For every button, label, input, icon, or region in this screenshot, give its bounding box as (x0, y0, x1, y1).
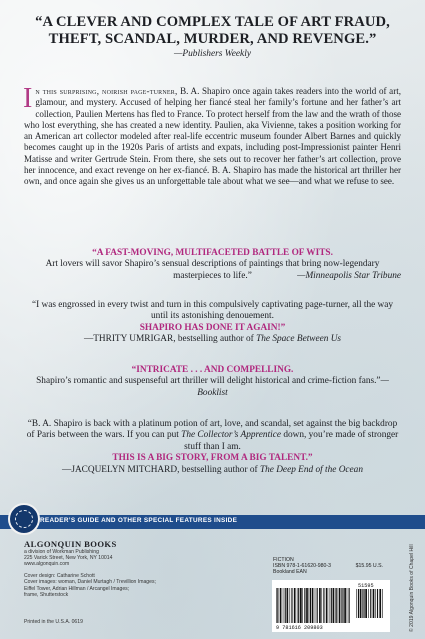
book-description (23, 83, 401, 188)
review-source-name: —JACQUELYN MITCHARD (62, 464, 178, 475)
credit-line: frame, Shutterstock (24, 591, 69, 598)
barcode-bar (312, 588, 314, 623)
barcode-bar (333, 588, 335, 623)
review-source-desc: , bestselling author of (173, 334, 257, 345)
barcode-bar (373, 589, 375, 618)
isbn: ISBN 978-1-61620-980-3 (273, 563, 331, 569)
review-highlight: THIS IS A BIG STORY, FROM A BIG TALENT.” (112, 453, 313, 464)
barcode-bar (302, 588, 303, 623)
credit-line: Eiffel Tower, Adrian Hillman / Arcangel Images; (24, 585, 130, 592)
barcode-bar (358, 589, 359, 618)
barcode-bar (290, 588, 291, 623)
readers-guide-banner (0, 515, 425, 529)
barcode-bar (315, 588, 316, 623)
barcode-bar (319, 588, 321, 623)
barcode-bar (341, 588, 342, 623)
barcode-bar (365, 589, 367, 618)
review-umrigar (24, 300, 401, 346)
barcode-bar (310, 588, 311, 623)
publisher-name: ALGONQUIN BOOKS (24, 539, 117, 549)
drop-cap: I (23, 83, 33, 114)
review-source-title: The Space Between Us (256, 334, 342, 345)
barcode-bar (342, 588, 343, 623)
printed-in: Printed in the U.S.A. 0619 (24, 619, 83, 625)
barcode-bar (377, 589, 378, 618)
review-source: —Minneapolis Star Tribune (297, 270, 401, 281)
review-source-title: The Deep End of the Ocean (259, 464, 363, 475)
barcode-bar (331, 588, 332, 623)
copyright-vertical (402, 524, 415, 634)
review-source-desc: , bestselling author of (177, 464, 260, 475)
barcode-bar (323, 588, 324, 623)
barcode-bar (304, 588, 305, 623)
barcode-digits: 9 781616 209803 (276, 625, 323, 631)
barcode-graphic (272, 580, 390, 632)
banner-text: READER’S GUIDE AND OTHER SPECIAL FEATURES INSIDE (40, 517, 238, 524)
barcode-bar (336, 588, 337, 623)
barcode-bar (363, 589, 364, 618)
barcode-bar (339, 588, 341, 623)
barcode-bar (317, 588, 318, 623)
review-highlight: SHAPIRO HAS DONE IT AGAIN!” (139, 322, 286, 333)
barcode-bar (344, 588, 346, 623)
barcode-bar (298, 588, 299, 623)
review-mitchard (24, 419, 401, 476)
barcode-bar (277, 588, 278, 623)
review-text-b: down, you’re made of stronger stuff than I am. (184, 430, 399, 452)
description-body: B. A. Shapiro once again takes readers into the world of art, glamour, and mystery. Accused of helping her fiancé steal her family’s fortune and her father’s art collection, Paulien Mertens has fled to France. To protect herself from the law and the wrath of those who lost everything, she has created a new identity. Paulien, aka Vivienne, takes a position working for an American art collector modeled after real-life eccentric museum founder Albert Barnes and quickly becomes caught up in the 1920s Paris of artists and expats, including post-Impressionist painter Henri Matisse and writer Gertrude Stein. From there, she sets out to recover her father’s art collection, prove her innocence, and exact revenge on her ex-fiancé. B. A. Shapiro has made the historical art thriller her own, and once again she gives us an unforgettable tale about what we see—and what we refuse to see. (24, 86, 401, 187)
barcode-bar (375, 589, 376, 618)
price-code: 51595 (358, 583, 374, 589)
lede-quote: “A CLEVER AND COMPLEX TALE OF ART FRAUD, THEFT, SCANDAL, MURDER, AND REVENGE.” (35, 14, 390, 47)
review-source: —Booklist (197, 376, 389, 398)
barcode-bar (362, 589, 363, 618)
ean-label: Bookland EAN (273, 569, 307, 575)
barcode-bar (291, 588, 292, 623)
barcode-bar (382, 589, 383, 618)
review-booklist (24, 365, 401, 399)
barcode-bar (287, 588, 289, 623)
publisher-division: a division of Workman Publishing (24, 549, 99, 556)
publisher-address: 225 Varick Street, New York, NY 10014 (24, 555, 113, 562)
barcode-bar (347, 588, 348, 623)
barcode-bar (326, 588, 328, 623)
barcode-bar (294, 588, 296, 623)
barcode-bar (297, 588, 298, 623)
review-text: “I was engrossed in every twist and turn in this compulsively captivating page-turner, all the way until its astonishing denouement. (31, 300, 394, 322)
barcode-bar (329, 588, 330, 623)
barcode-bar (335, 588, 336, 623)
barcode-bar (276, 588, 277, 623)
readers-guide-seal-icon (8, 503, 40, 535)
barcode-bar (379, 589, 381, 618)
barcode-bar (306, 588, 308, 623)
barcode-bar (309, 588, 310, 623)
review-headline: “INTRICATE . . . AND COMPELLING. (131, 365, 294, 375)
copyright-text: © 2019 Algonquin Books of Chapel Hill (409, 544, 415, 632)
barcode-bar (280, 588, 282, 623)
review-text-a: “B. A. Shapiro is back with a platinum potion of art, love, and scandal, set against the big backdrop of Paris between the wars. If you can put (26, 419, 398, 441)
price: $15.95 U.S. (355, 563, 383, 569)
barcode-bar (285, 588, 286, 623)
review-source-name: —THRITY UMRIGAR (83, 334, 174, 345)
barcode-bar (283, 588, 284, 623)
review-book-title: The Collector’s Apprentice (181, 430, 282, 441)
review-star-tribune (24, 248, 401, 282)
lede-source: —Publishers Weekly (174, 49, 251, 59)
description-opening: n this surprising, noirish page-turner, (35, 86, 178, 96)
cover-credits (24, 573, 184, 597)
review-text: Shapiro’s romantic and suspenseful art thriller will delight historical and crime-fiction fans.” (36, 376, 381, 387)
lede-quote-block (24, 14, 401, 59)
review-headline: “A FAST-MOVING, MULTIFACETED BATTLE OF WITS. (92, 248, 333, 258)
barcode-bar (360, 589, 362, 618)
publisher-website: www.algonquin.com (24, 561, 70, 568)
barcode-bar (349, 588, 350, 623)
publisher-block (24, 541, 184, 598)
barcode-bar (368, 589, 369, 618)
barcode-bar (300, 588, 302, 623)
credit-line: Cover images: woman, Daniel Murtagh / Trevillion Images; (24, 579, 156, 586)
book-category: FICTION (273, 557, 294, 563)
barcode (272, 580, 390, 632)
barcode-bar (321, 588, 322, 623)
credit-line: Cover design: Catharine Schott (24, 573, 95, 580)
book-info (273, 557, 383, 575)
barcode-bar (370, 589, 371, 618)
barcode-bar (356, 589, 357, 618)
review-text: Art lovers will savor Shapiro’s sensual descriptions of paintings that bring now-legendary masterpieces to life.” (45, 259, 380, 281)
